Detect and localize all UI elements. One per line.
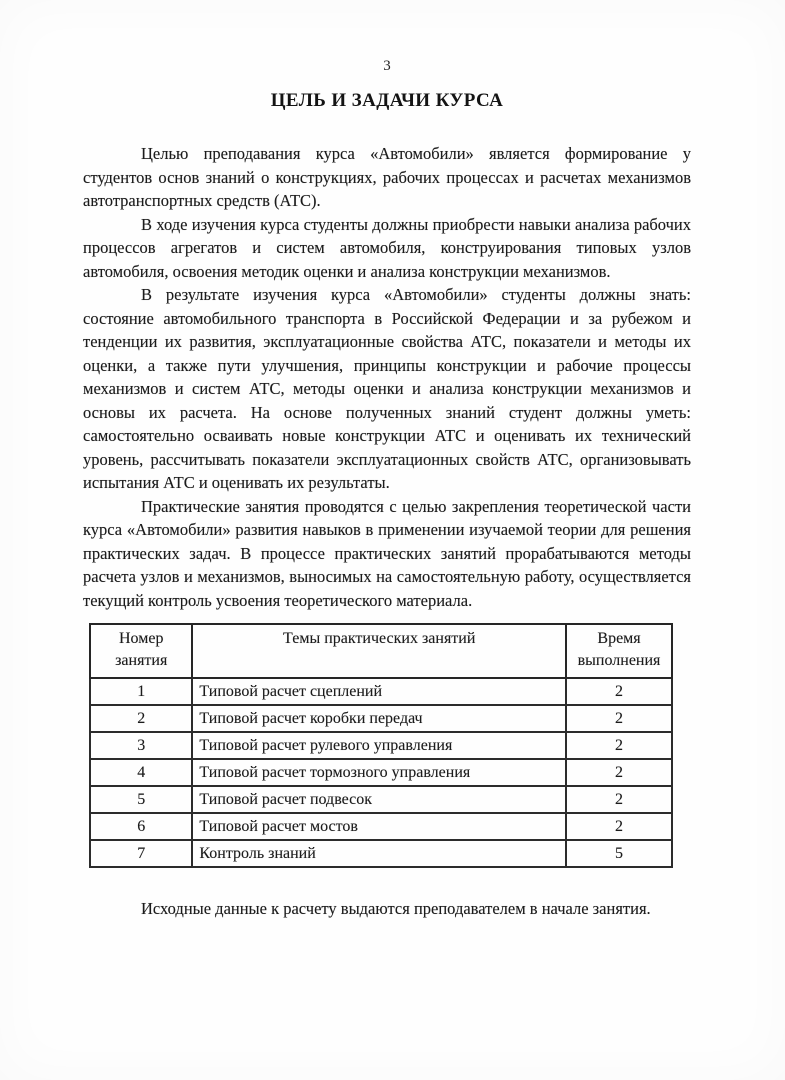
table-row — [90, 840, 672, 867]
lesson-number-cell: 6 — [90, 813, 192, 840]
header-lesson-number: Номер занятия — [90, 624, 192, 678]
lesson-topic-cell: Типовой расчет мостов — [192, 813, 566, 840]
paragraph-course-goal: Целью преподавания курса «Автомобили» является формирование у студентов основ знаний о конструкциях, рабочих процессах и расчетах механизмов автотранспортных средств (АТС). — [83, 144, 691, 210]
lesson-hours-cell: 2 — [566, 705, 672, 732]
lesson-topic-cell: Типовой расчет подвесок — [192, 786, 566, 813]
lesson-hours-cell: 2 — [566, 678, 672, 705]
lesson-hours-cell: 2 — [566, 759, 672, 786]
header-lesson-topic: Темы практических занятий — [192, 624, 566, 678]
body-text-block — [83, 142, 691, 612]
lesson-hours-cell: 5 — [566, 840, 672, 867]
lesson-hours-cell: 2 — [566, 813, 672, 840]
paragraph-skills: В ходе изучения курса студенты должны приобрести навыки анализа рабочих процессов агрегатов и систем автомобиля, конструирования типовых узлов автомобиля, освоения методик оценки и анализа конструкции механизмов. — [83, 214, 691, 281]
lesson-number-cell: 4 — [90, 759, 192, 786]
lesson-topic-cell: Типовой расчет рулевого управления — [192, 732, 566, 759]
lesson-topic-cell: Контроль знаний — [192, 840, 566, 867]
lesson-number-cell: 1 — [90, 678, 192, 705]
practical-lessons-table — [89, 623, 673, 868]
paragraph-practical-lessons: Практические занятия проводятся с целью закрепления теоретической части курса «Автомобили» развития навыков в применении изучаемой теории для решения практических задач. В процессе практических занятий прорабатываются методы расчета узлов и механизмов, выносимых на самостоятельную работу, осуществляется текущий контроль усвоения теоретического материала. — [83, 496, 691, 610]
table-row — [90, 678, 672, 705]
lesson-number-cell: 3 — [90, 732, 192, 759]
table-row — [90, 759, 672, 786]
table-row — [90, 705, 672, 732]
lesson-topic-cell: Типовой расчет сцеплений — [192, 678, 566, 705]
closing-text-block — [83, 897, 691, 921]
lesson-number-cell: 2 — [90, 705, 192, 732]
table-header-row — [90, 624, 672, 678]
page-content — [83, 0, 691, 921]
table-row — [90, 786, 672, 813]
paragraph-knowledge-outcomes: В результате изучения курса «Автомобили» студенты должны знать: состояние автомобильного транспорта в Российской Федерации и за рубежом и тенденции их развития, эксплуатационные свойства АТС, показатели и методы их оценки, а также пути улучшения, принципы конструкции и рабочие процессы механизмов и систем АТС, методы оценки и анализа конструкции механизмов и основы их расчета. На основе полученных знаний студент должны уметь: самостоятельно осваивать новые конструкции АТС и оценивать их технический уровень, рассчитывать показатели эксплуатационных свойств АТС, организовывать испытания АТС и оценивать их результаты. — [83, 285, 691, 492]
paragraph-closing: Исходные данные к расчету выдаются преподавателем в начале занятия. — [141, 899, 651, 918]
table-row — [90, 813, 672, 840]
lesson-hours-cell: 2 — [566, 732, 672, 759]
table-row — [90, 732, 672, 759]
page-title: ЦЕЛЬ И ЗАДАЧИ КУРСА — [270, 90, 504, 111]
lesson-topic-cell: Типовой расчет тормозного управления — [192, 759, 566, 786]
lesson-topic-cell: Типовой расчет коробки передач — [192, 705, 566, 732]
lesson-number-cell: 5 — [90, 786, 192, 813]
lesson-number-cell: 7 — [90, 840, 192, 867]
lesson-hours-cell: 2 — [566, 786, 672, 813]
page-number: 3 — [383, 58, 391, 74]
header-lesson-time: Время выполнения — [566, 624, 672, 678]
